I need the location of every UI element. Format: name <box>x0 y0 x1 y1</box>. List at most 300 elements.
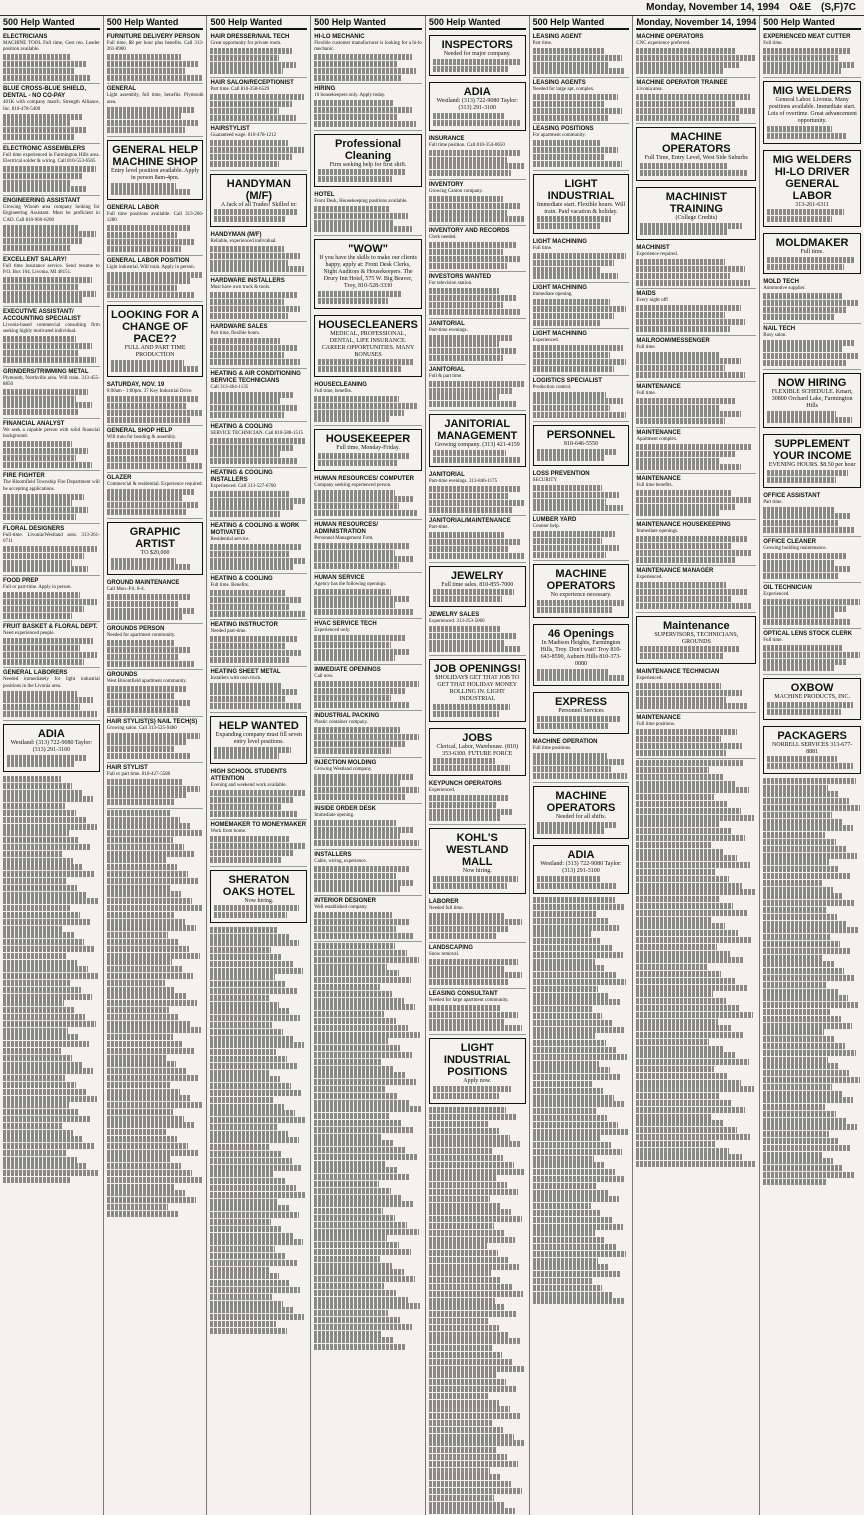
ad-title: FOOD PREP <box>3 578 39 585</box>
ad-body: Needed for major company. <box>443 51 511 57</box>
ad-body: Entry level position available. Apply in person 8am-4pm. <box>111 167 200 181</box>
classified-ad <box>636 713 756 759</box>
column-fill <box>314 942 422 1515</box>
print-line <box>107 113 181 119</box>
masthead <box>0 0 864 16</box>
classified-ad <box>763 32 861 78</box>
print-line <box>533 1203 591 1209</box>
ad-title: LOSS PREVENTION <box>532 471 590 478</box>
ad-title: HEATING & COOLING <box>210 576 273 583</box>
print-line <box>767 133 847 139</box>
ad-body: Experienced. <box>636 676 663 682</box>
print-line <box>314 496 413 502</box>
print-line <box>429 1155 503 1161</box>
print-line <box>210 604 288 610</box>
ad-title: MACHINIST <box>636 245 670 252</box>
print-line <box>3 691 77 697</box>
ad-title: LIGHT MACHINING <box>532 331 587 338</box>
print-line <box>3 1102 69 1108</box>
print-line <box>533 531 615 537</box>
print-line <box>636 550 751 556</box>
print-line <box>533 1108 597 1114</box>
print-line <box>210 643 284 649</box>
print-line <box>107 442 182 448</box>
print-line <box>210 1137 298 1143</box>
print-line <box>107 1190 185 1196</box>
print-line <box>533 412 627 418</box>
print-line <box>763 1009 830 1015</box>
ad-body: Full & part time. <box>428 373 463 379</box>
print-line <box>3 1014 85 1020</box>
print-line <box>429 919 522 925</box>
print-line <box>429 1338 520 1344</box>
classified-ad <box>210 521 307 574</box>
ad-body: Growing Westland company. <box>314 766 373 772</box>
print-line <box>533 1095 614 1101</box>
print-line <box>533 101 606 107</box>
print-line <box>210 797 293 803</box>
print-line <box>429 959 518 965</box>
print-line <box>763 527 855 533</box>
print-line <box>3 441 72 447</box>
print-line <box>210 1314 304 1320</box>
print-line <box>314 1174 410 1180</box>
print-line <box>767 264 843 270</box>
ad-body: General Labor. Livonia. Many positions available. Immediate start. Lots of overtime. Great advancement opportunity. <box>767 97 857 125</box>
ad-title: MAINTENANCE MANAGER <box>636 568 714 575</box>
ad-body: Growing building maintenance. <box>763 545 827 551</box>
print-line <box>429 493 508 499</box>
print-line <box>210 968 303 974</box>
ad-body: Call now. <box>314 674 334 680</box>
print-line <box>433 596 502 602</box>
classified-ad <box>763 324 861 370</box>
print-line <box>767 411 836 417</box>
print-line <box>3 186 87 192</box>
print-line <box>429 1298 495 1304</box>
ad-title: MAINTENANCE TECHNICIAN <box>636 669 720 676</box>
print-line <box>636 828 732 834</box>
print-line <box>314 1324 412 1330</box>
print-line <box>636 48 734 54</box>
column-fill <box>763 777 861 1515</box>
print-line <box>314 1004 415 1010</box>
ad-body: We seek a capable person with solid financial background. <box>3 427 100 440</box>
print-line <box>107 489 195 495</box>
classified-ad <box>533 515 630 561</box>
ad-title: EXPERIENCED MEAT CUTTER <box>763 34 851 40</box>
print-line <box>210 683 281 689</box>
ad-title: JANITORIAL <box>428 320 465 327</box>
classified-ad <box>533 845 630 893</box>
print-line <box>210 1144 270 1150</box>
print-line <box>3 245 71 251</box>
print-line <box>210 974 275 980</box>
print-line <box>636 774 722 780</box>
print-line <box>107 823 191 829</box>
print-line <box>533 911 598 917</box>
print-line <box>314 1331 381 1337</box>
print-line <box>533 1115 607 1121</box>
print-line <box>210 246 284 252</box>
ad-body: Personnel Services <box>558 708 604 715</box>
print-line <box>537 600 624 606</box>
print-line <box>640 170 746 176</box>
print-line <box>537 607 612 613</box>
print-line <box>3 960 77 966</box>
print-line <box>210 1192 306 1198</box>
print-line <box>429 401 516 407</box>
print-line <box>111 564 192 570</box>
column-2 <box>104 16 208 1515</box>
masthead-page: (S,F)7C <box>821 2 856 13</box>
print-line <box>763 893 843 899</box>
ad-body: Growing Wixom area company looking for Engineering Assistant. Must be proficient in CAD. Call 810-960-6200 <box>3 205 100 223</box>
print-line <box>210 1246 275 1252</box>
print-line <box>429 1107 506 1113</box>
print-line <box>314 213 408 219</box>
print-line <box>636 923 725 929</box>
print-line <box>533 925 619 931</box>
print-line <box>429 1420 493 1426</box>
print-line <box>210 1226 282 1232</box>
ad-title: ELECTRICIANS <box>3 34 48 40</box>
classified-ad <box>314 804 422 850</box>
print-line <box>107 792 187 798</box>
print-line <box>107 1204 168 1210</box>
ad-title: HUMAN RESOURCES/ COMPUTER <box>314 475 414 482</box>
ad-body: Full or part-time. Apply in person. <box>3 585 72 591</box>
print-line <box>210 850 293 856</box>
print-line <box>533 1258 599 1264</box>
print-line <box>314 1072 404 1078</box>
print-line <box>636 1093 719 1099</box>
print-line <box>636 760 744 766</box>
print-line <box>429 1148 493 1154</box>
ad-title: MACHINE OPERATORS <box>546 568 616 593</box>
print-line <box>3 851 62 857</box>
print-line <box>210 1124 277 1130</box>
print-line <box>767 126 832 132</box>
print-line <box>429 216 524 222</box>
print-line <box>636 1120 724 1126</box>
print-line <box>3 1034 78 1040</box>
print-line <box>533 1020 613 1026</box>
print-line <box>107 817 181 823</box>
print-line <box>107 68 185 74</box>
print-line <box>763 293 842 299</box>
print-line <box>533 273 618 279</box>
print-line <box>763 553 847 559</box>
print-line <box>3 1021 96 1027</box>
print-line <box>107 799 175 805</box>
print-line <box>429 1277 502 1283</box>
ad-body: Full time positions available. Call 313-266-1280 <box>106 212 204 224</box>
print-line <box>107 959 172 965</box>
print-line <box>3 1136 83 1142</box>
print-line <box>763 1077 860 1083</box>
print-line <box>636 312 725 318</box>
print-line <box>429 1386 517 1392</box>
print-line <box>429 1400 500 1406</box>
print-line <box>533 773 628 779</box>
print-line <box>210 636 297 642</box>
print-line <box>533 267 602 273</box>
print-line <box>210 558 305 564</box>
print-line <box>107 1143 188 1149</box>
print-line <box>107 1163 181 1169</box>
print-line <box>3 231 96 237</box>
print-line <box>107 1109 174 1115</box>
ad-title: HANDYMAN (M/F) <box>226 177 291 202</box>
ad-title: GROUNDS <box>106 672 138 679</box>
print-line <box>210 1328 286 1334</box>
print-line <box>3 1068 93 1074</box>
print-line <box>107 851 195 857</box>
print-line <box>533 366 614 372</box>
print-line <box>636 411 740 417</box>
print-line <box>107 912 175 918</box>
ad-title: INSPECTORS <box>441 39 513 51</box>
print-line <box>3 776 61 782</box>
ad-body: Installers with own truck. <box>210 675 262 681</box>
print-line <box>210 947 271 953</box>
print-line <box>210 1117 305 1123</box>
classified-ad <box>107 140 204 200</box>
classified-ad <box>210 574 307 620</box>
print-line <box>636 280 750 286</box>
print-line <box>533 505 623 511</box>
print-line <box>636 1127 737 1133</box>
ad-body: Automotive supplier. <box>763 286 806 292</box>
print-line <box>210 398 280 404</box>
ad-body: Cable, wiring, experience. <box>314 859 367 865</box>
classified-ad <box>636 127 756 180</box>
classified-ad <box>3 419 100 471</box>
ad-body: Guaranteed wage. 810-478-1212 <box>210 133 277 139</box>
ad-title: NOW HIRING <box>777 376 847 389</box>
print-line <box>636 108 755 114</box>
ad-body: Work from home. <box>210 829 247 835</box>
ad-title: HAIR SALON/RECEPTIONIST <box>210 80 294 87</box>
print-line <box>3 905 70 911</box>
print-line <box>107 239 194 245</box>
print-line <box>314 121 416 127</box>
print-line <box>107 1089 181 1095</box>
ad-title: GENERAL LABOR POSITION <box>106 257 190 264</box>
print-line <box>214 216 285 222</box>
classified-ad <box>314 520 422 573</box>
classified-ad <box>210 369 307 422</box>
print-line <box>107 1122 195 1128</box>
print-line <box>763 1124 857 1130</box>
print-line <box>533 753 607 759</box>
classified-ad <box>314 573 422 619</box>
ad-title: ENGINEERING ASSISTANT <box>3 198 81 205</box>
classified-ad <box>3 471 100 523</box>
print-line <box>210 1083 290 1089</box>
ad-title: GRINDERS/TRIMMING METAL <box>3 368 89 375</box>
classified-ad <box>429 828 526 893</box>
ad-body: Clerical, Labor, Warehouse. (810) 353-6300. FUTURE FORCE <box>436 743 518 757</box>
print-line <box>636 451 736 457</box>
ad-body: Plastic container company. <box>314 720 368 726</box>
ad-body: EVENING HOURS. $8.50 per hour <box>768 462 856 469</box>
ad-body: Full time. <box>532 245 553 251</box>
print-line <box>3 973 99 979</box>
print-line <box>3 402 92 408</box>
print-line <box>429 1012 518 1018</box>
print-line <box>3 507 88 513</box>
print-line <box>429 1406 510 1412</box>
print-line <box>3 844 90 850</box>
print-line <box>210 1212 299 1218</box>
print-line <box>3 336 76 342</box>
classified-ad <box>763 150 861 227</box>
print-line <box>210 1178 284 1184</box>
print-line <box>533 538 603 544</box>
classified-ad <box>429 35 526 76</box>
print-line <box>763 1111 835 1117</box>
print-line <box>318 453 410 459</box>
print-line <box>318 291 401 297</box>
print-line <box>533 253 627 259</box>
print-line <box>3 560 72 566</box>
ad-body: (College Credits) <box>675 214 718 221</box>
print-line <box>314 866 410 872</box>
print-line <box>533 1156 594 1162</box>
print-line <box>314 61 398 67</box>
print-line <box>210 564 292 570</box>
print-line <box>210 1042 304 1048</box>
print-line <box>3 858 73 864</box>
print-line <box>314 1113 389 1119</box>
print-line <box>314 926 396 932</box>
ad-title: GENERAL <box>106 86 137 93</box>
print-line <box>429 486 521 492</box>
print-line <box>3 878 66 884</box>
print-line <box>107 1021 190 1027</box>
print-line <box>314 563 399 569</box>
print-line <box>210 1280 289 1286</box>
print-line <box>210 392 292 398</box>
print-line <box>429 913 505 919</box>
print-line <box>107 278 190 284</box>
print-line <box>636 94 750 100</box>
print-line <box>429 1182 507 1188</box>
ad-body: Counter help. <box>532 524 560 530</box>
ad-body: Full time position. Call 810-354-0650 <box>428 142 505 148</box>
print-line <box>210 101 291 107</box>
print-line <box>3 1130 73 1136</box>
ad-body: Every night off! <box>636 298 669 304</box>
print-line <box>636 557 736 563</box>
print-line <box>314 1018 396 1024</box>
ad-body: Growing company. (313) 421-4159 <box>434 441 520 448</box>
print-line <box>533 1264 609 1270</box>
ad-title: GENERAL LABORERS <box>3 670 68 677</box>
print-line <box>3 1116 90 1122</box>
print-line <box>763 300 859 306</box>
ad-body: Flexible customer manufacturer is looking for a hi-lo mechanic. <box>314 41 422 53</box>
print-line <box>314 1140 394 1146</box>
ad-body: If you have the skills to make our clients happy, apply at: Front Desk Clerks, Night Auditors & Housekeepers. The Drury Inn Hotel, 575 W. Big Beaver, Troy, 810-528-3330 <box>319 255 417 290</box>
print-line <box>537 223 600 229</box>
print-line <box>429 1141 521 1147</box>
ad-title: EXPRESS <box>555 696 607 709</box>
print-line <box>763 1152 822 1158</box>
print-line <box>3 810 76 816</box>
print-line <box>318 359 414 365</box>
print-line <box>636 266 745 272</box>
print-line <box>763 62 854 68</box>
ad-title: GENERAL SHOP HELP <box>106 428 173 435</box>
print-line <box>636 978 734 984</box>
print-line <box>3 898 98 904</box>
print-line <box>763 1131 828 1137</box>
print-line <box>636 405 720 411</box>
print-line <box>636 842 710 848</box>
ad-body: 9:00am - 1:00pm. 37 Key Industrial Drive. <box>106 389 193 395</box>
ad-title: GRAPHIC ARTIST <box>129 525 181 550</box>
print-line <box>533 1285 603 1291</box>
print-line <box>314 1161 386 1167</box>
print-line <box>636 1052 736 1058</box>
classified-ad <box>3 724 100 772</box>
ad-title: MIG WELDERS <box>772 85 852 98</box>
column-4 <box>311 16 426 1515</box>
ad-body: For apartment community. <box>532 133 586 139</box>
print-line <box>210 857 281 863</box>
print-line <box>640 229 727 235</box>
print-line <box>636 998 726 1004</box>
ad-title: INVENTORY <box>428 181 464 188</box>
print-line <box>533 1054 628 1060</box>
classified-ad <box>429 728 526 776</box>
ad-title: HAIR STYLIST(S) NAIL TECH(S) <box>106 718 198 725</box>
ad-body: Now hiring. <box>244 897 274 904</box>
print-line <box>636 582 726 588</box>
print-line <box>763 520 838 526</box>
print-line <box>537 723 609 729</box>
ad-body: Company seeking experienced person. <box>314 482 392 488</box>
print-line <box>210 458 296 464</box>
print-line <box>636 985 747 991</box>
print-line <box>763 1158 832 1164</box>
print-line <box>210 544 301 550</box>
ad-title: GENERAL LABOR <box>106 205 159 212</box>
classified-ad <box>533 786 630 839</box>
print-line <box>314 1269 403 1275</box>
print-line <box>429 263 507 269</box>
print-line <box>214 912 287 918</box>
ad-title: LIGHT INDUSTRIAL <box>547 177 615 202</box>
ad-title: MACHINE OPERATORS <box>546 789 616 814</box>
print-line <box>314 1120 401 1126</box>
classified-ad <box>210 870 307 923</box>
ad-title: HARDWARE INSTALLERS <box>210 278 285 285</box>
classified-ad <box>3 307 100 366</box>
print-line <box>763 619 851 625</box>
ad-body: Livonia area. <box>636 87 663 93</box>
print-line <box>533 1149 622 1155</box>
print-line <box>210 1253 285 1259</box>
ad-title: ADIA <box>37 727 65 740</box>
print-line <box>640 653 724 659</box>
print-line <box>636 690 742 696</box>
print-line <box>533 260 614 266</box>
column-fill <box>636 759 756 1515</box>
